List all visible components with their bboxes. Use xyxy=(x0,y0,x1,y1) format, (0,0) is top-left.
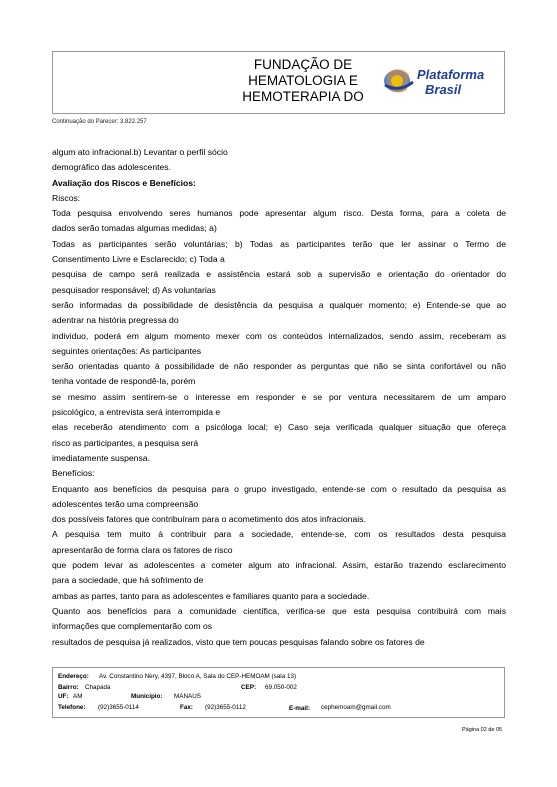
body-text-line: Benefícios: xyxy=(52,468,95,479)
logo-text-plataforma: Plataforma xyxy=(417,67,485,82)
section-heading: Avaliação dos Riscos e Benefícios: xyxy=(52,177,196,188)
institution-title xyxy=(213,57,393,105)
email-label: E-mail: xyxy=(289,705,310,712)
body-text-line: tenha vontade de respondê-la, porém xyxy=(52,376,196,387)
body-text-line: informações que complementarão com os xyxy=(52,621,213,632)
municipio-label: Município: xyxy=(131,693,163,700)
body-text-line: se mesmo assim sentirem-se o interesse em responder e se por ventura necessitarem de um amparo xyxy=(52,391,506,402)
body-text-line: Toda pesquisa envolvendo seres humanos pode apresentar algum risco. Desta forma, para a coleta de xyxy=(52,208,506,219)
body-text-line: para a sociedade, que há sofrimento de xyxy=(52,575,204,586)
body-text-line: ambas as partes, tanto para as adolescentes e familiares quanto para a sociedade. xyxy=(52,590,370,601)
page-number: Página 02 de 05 xyxy=(462,727,503,733)
telefone-label: Telefone: xyxy=(58,704,86,711)
body-text-line: serão orientadas quanto à possibilidade de não responder as perguntas que não se sinta confortável ou não xyxy=(52,361,506,372)
plataforma-brasil-logo xyxy=(381,60,501,104)
body-text-line: psicológico, a entrevista será interrompida e xyxy=(52,407,221,418)
body-text-line: serão informadas da possibilidade de desistência da pesquisa a qualquer momento; e) Entende-se que ao xyxy=(52,299,506,310)
body-text-line: Enquanto aos benefícios da pesquisa para o grupo investigado, entende-se com o resultado da pesquisa as xyxy=(52,483,506,494)
municipio-value: MANAUS xyxy=(174,693,201,700)
body-text-line: dados serão tomadas algumas medidas; a) xyxy=(52,223,217,234)
fax-value: (92)3655-0112 xyxy=(205,704,246,711)
institution-title-line: HEMATOLOGIA E xyxy=(248,73,358,88)
document-header xyxy=(52,51,505,114)
bairro-label: Bairro: xyxy=(58,684,79,691)
email-value: cephemoam@gmail.com xyxy=(321,704,391,711)
body-text-line: que podem levar as adolescentes a cometer algum ato infracional. Assim, estarão trazendo esclarecimento xyxy=(52,560,506,571)
logo-text-brasil: Brasil xyxy=(425,82,462,97)
contact-footer xyxy=(52,667,505,718)
cep-value: 69.050-002 xyxy=(265,684,297,691)
body-text-line: adolescentes terão uma compreensão xyxy=(52,498,199,509)
continuation-note: Continuação do Parecer: 3.822.257 xyxy=(52,119,147,125)
bairro-value: Chapada xyxy=(85,684,111,691)
body-text-line: elas receberão atendimento com a psicóloga local; e) Caso seja verificada qualquer situação que ofereça xyxy=(52,422,506,433)
address-value: Av. Constantino Nery, 4397, Bloco A, Sala do CEP-HEMOAM (sala 13) xyxy=(99,673,297,680)
body-text-line: Quanto aos benefícios para a comunidade científica, verifica-se que esta pesquisa contribuirá com mais xyxy=(52,605,506,616)
body-text-line: seguintes orientações: As participantes xyxy=(52,345,202,356)
body-text-line: Riscos: xyxy=(52,192,81,203)
body-text-line: pesquisa de campo será realizada e assistência estará sob a supervisão e orientação do orientador do xyxy=(52,269,506,280)
body-text-line: adentrar na história pregressa do xyxy=(52,315,179,326)
telefone-value: (92)3655-0114 xyxy=(98,704,139,711)
plataforma-brasil-logo-icon xyxy=(381,60,501,104)
body-text-line: Todas as participantes serão voluntárias; b) Todas as participantes terão que ler assinar o Termo de xyxy=(52,238,506,249)
body-text-line: demográfico das adolescentes. xyxy=(52,162,171,173)
cep-label: CEP: xyxy=(241,684,257,691)
body-text-line: risco as participantes, a pesquisa será xyxy=(52,437,199,448)
uf-value: AM xyxy=(73,693,83,700)
address-label: Endereço: xyxy=(58,673,89,680)
body-text-line: individuo, poderá em algum momento mexer com os conteúdos internalizados, sendo assim, receberam as xyxy=(52,330,506,341)
uf-label: UF: xyxy=(58,693,69,700)
institution-title-line: HEMOTERAPIA DO xyxy=(242,89,364,104)
body-text-line: Consentimento Livre e Esclarecido; c) Toda a xyxy=(52,254,225,265)
fax-label: Fax: xyxy=(180,704,193,711)
body-text-line: imediatamente suspensa. xyxy=(52,452,150,463)
body-text-line: pesquisador responsável; d) As voluntarias xyxy=(52,284,216,295)
document-body xyxy=(52,145,506,650)
body-text-line: apresentarão de forma clara os fatores de risco xyxy=(52,544,233,555)
body-text-line: resultados de pesquisa já realizados, visto que tem poucas pesquisas falando sobre os fatores de xyxy=(52,636,425,647)
body-text-line: dos possíveis fatores que contribuíram para o acometimento dos atos infracionais. xyxy=(52,514,366,525)
body-text-line: A pesquisa tem muito à contribuir para a sociedade, entende-se, com os resultados desta pesquisa xyxy=(52,529,506,540)
institution-title-line: FUNDAÇÃO DE xyxy=(253,57,353,72)
body-text-line: algum ato infracional.b) Levantar o perfil sócio xyxy=(52,147,228,157)
